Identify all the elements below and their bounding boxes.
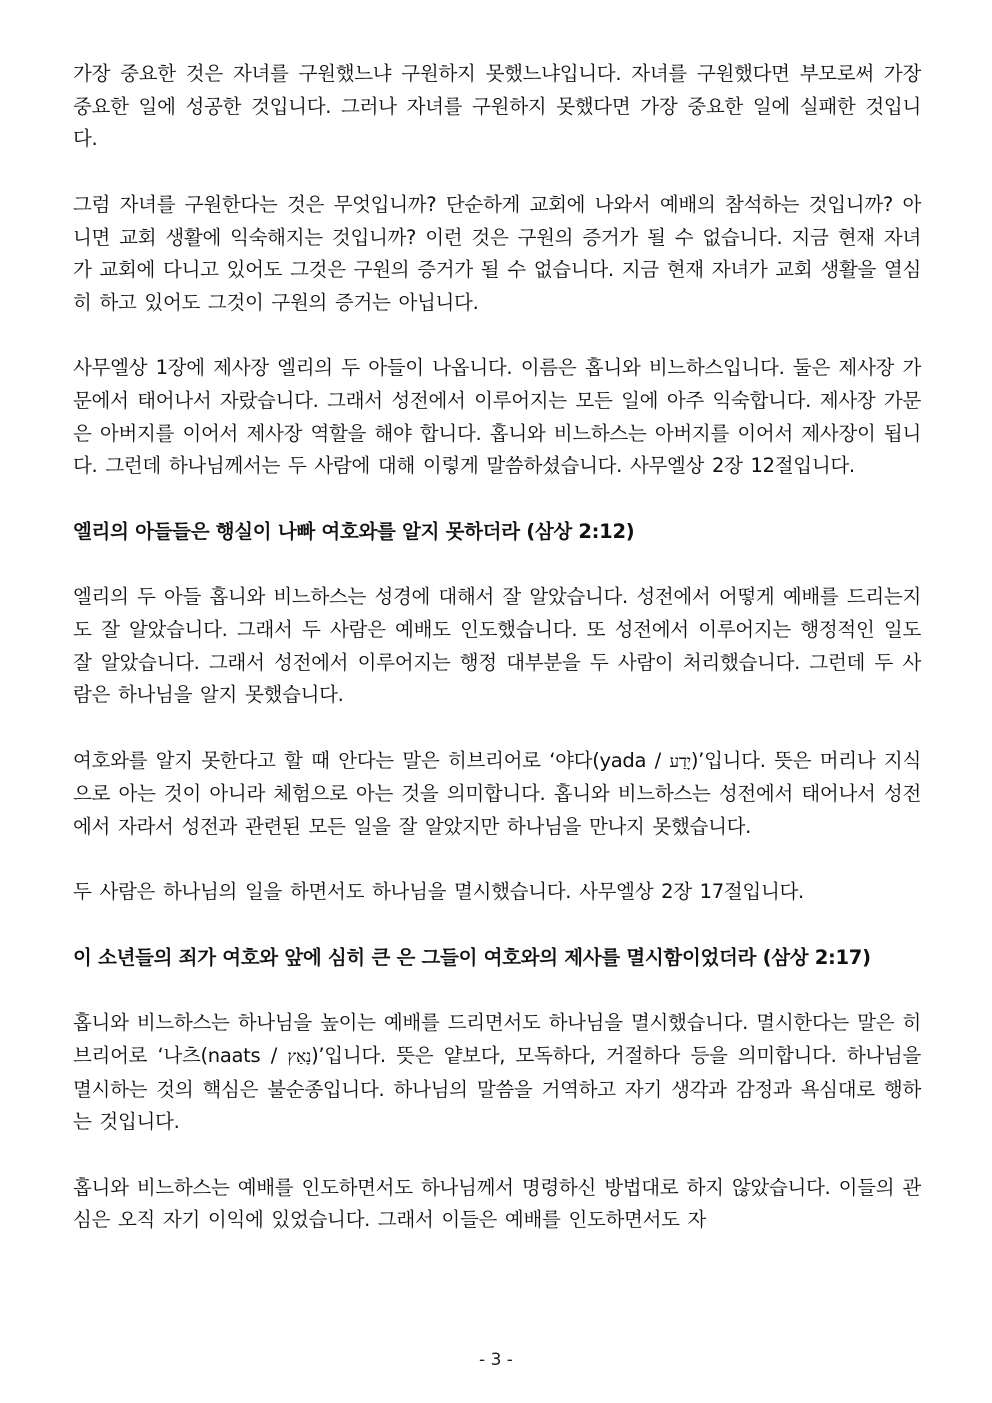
naats-text-before: 홉니와 비느하스는 하나님을 높이는 예배를 드리면서도 하나님을 멸시했습니다. 멸시한다는 말은 히브리어로 ‘나츠(naats / — [73, 1011, 921, 1067]
hebrew-word-yada: יָדַע — [669, 751, 691, 772]
paragraph-yada — [73, 745, 921, 844]
paragraph-what-is-salvation: 그럼 자녀를 구원한다는 것은 무엇입니까? 단순하게 교회에 나와서 예배의 참석하는 것입니까? 아니면 교회 생활에 익숙해지는 것입니까? 이런 것은 구원의 증거가 될 수 없습니다. 지금 현재 자녀가 교회에 다니고 있어도 그것은 구원의 증거가 될 수 없습니다. 지금 현재 자녀가 교회 생활을 열심히 하고 있어도 그것이 구원의 증거는 아닙니다. — [73, 192, 921, 314]
page-number: - 3 - — [479, 1350, 513, 1370]
yada-text-before: 여호와를 알지 못한다고 할 때 안다는 말은 히브리어로 ‘야다(yada / — [73, 748, 670, 772]
paragraph-did-not-know-god: 엘리의 두 아들 홉니와 비느하스는 성경에 대해서 잘 알았습니다. 성전에서 어떻게 예배를 드리는지도 잘 알았습니다. 그래서 두 사람은 예배도 인도했습니다. 또 성전에서 이루어지는 행정적인 일도 잘 알았습니다. 그래서 성전에서 이루어지는 행정 대부분을 두 사람이 처리했습니다. 그런데 두 사람은 하나님을 알지 못했습니다. — [73, 585, 921, 707]
document-page — [73, 58, 921, 1270]
paragraph-eli-sons: 사무엘상 1장에 제사장 엘리의 두 아들이 나옵니다. 이름은 홉니와 비느하스입니다. 둘은 제사장 가문에서 태어나서 자랐습니다. 그래서 성전에서 이루어지는 모든 일에 아주 익숙합니다. 제사장 가문은 아버지를 이어서 제사장 역할을 해야 합니다. 홉니와 비느하스는 아버지를 이어서 제사장이 됩니다. 그런데 하나님께서는 두 사람에 대해 이렇게 말씀하셨습니다. 사무엘상 2장 12절입니다. — [73, 356, 921, 478]
paragraph-naats — [73, 1007, 921, 1139]
paragraph-despise: 두 사람은 하나님의 일을 하면서도 하나님을 멸시했습니다. 사무엘상 2장 17절입니다. — [73, 880, 804, 904]
bible-verse-1sam-2-17: 이 소년들의 죄가 여호와 앞에 심히 큰 은 그들이 여호와의 제사를 멸시함이었더라 (삼상 2:17) — [73, 945, 871, 969]
paragraph-salvation-importance: 가장 중요한 것은 자녀를 구원했느냐 구원하지 못했느냐입니다. 자녀를 구원했다면 부모로써 가장 중요한 일에 성공한 것입니다. 그러나 자녀를 구원하지 못했다면 가장 중요한 일에 실패한 것입니다. — [73, 62, 921, 151]
naats-text-after: )’입니다. 뜻은 얕보다, 모독하다, 거절하다 등을 의미합니다. 하나님을 멸시하는 것의 핵심은 불순종입니다. 하나님의 말씀을 거역하고 자기 생각과 감정과 욕심대로 행하는 것입니다. — [73, 1043, 921, 1134]
paragraph-worship-leading: 홉니와 비느하스는 예배를 인도하면서도 하나님께서 명령하신 방법대로 하지 않았습니다. 이들의 관심은 오직 자기 이익에 있었습니다. 그래서 이들은 예배를 인도하면서도 자 — [73, 1175, 921, 1232]
yada-text-after: )’입니다. 뜻은 머리나 지식으로 아는 것이 아니라 체험으로 아는 것을 의미합니다. 홉니와 비느하스는 성전에서 태어나서 성전에서 자라서 성전과 관련된 모든 일을 잘 알았지만 하나님을 만나지 못했습니다. — [73, 748, 922, 839]
bible-verse-1sam-2-12: 엘리의 아들들은 행실이 나빠 여호와를 알지 못하더라 (삼상 2:12) — [73, 519, 635, 543]
hebrew-word-naats: נָאַץ — [287, 1046, 312, 1067]
